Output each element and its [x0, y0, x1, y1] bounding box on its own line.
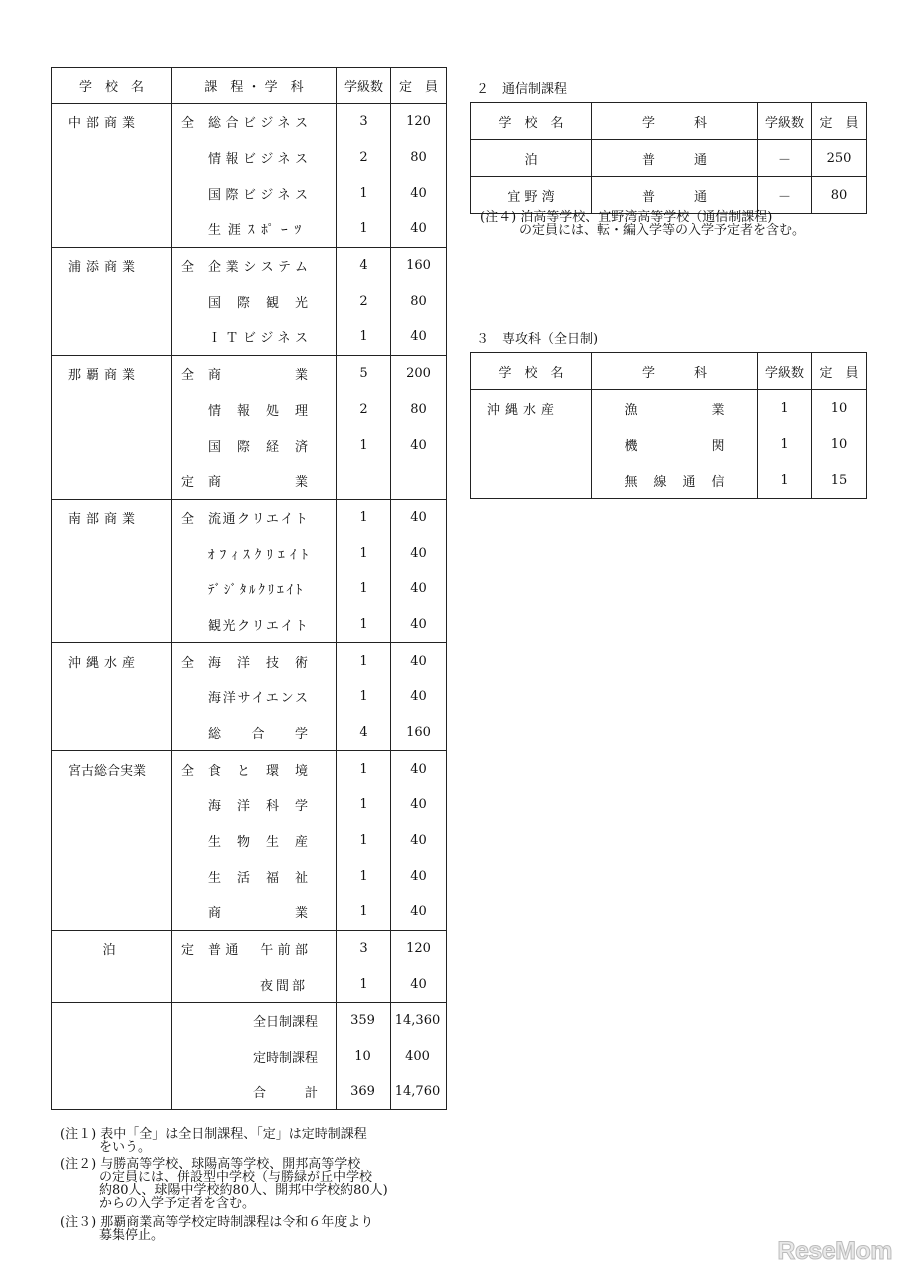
total-label: 全日制課程 [172, 1003, 337, 1039]
table-row [52, 355, 447, 391]
table-row [52, 967, 447, 1003]
program-type: 全 [181, 260, 195, 276]
course-wrap [172, 902, 336, 921]
school-name-cell [52, 858, 172, 894]
resemom-logo: ReseMom [777, 1237, 892, 1265]
table-row [52, 858, 447, 894]
class-count: 1 [337, 967, 391, 1003]
department-name: 国際経済 [208, 439, 308, 455]
course-wrap [172, 292, 336, 311]
course-wrap [172, 831, 336, 850]
school-name-cell [52, 319, 172, 355]
s3-header-dept: 学 科 [592, 353, 758, 390]
capacity: 40 [410, 833, 427, 849]
department-name: 夜間部 [259, 978, 308, 994]
class-count: 1 [337, 427, 391, 463]
course-cell [172, 463, 337, 499]
course-wrap [172, 579, 336, 598]
department-name: 食と環境 [208, 763, 308, 779]
class-count: 1 [337, 319, 391, 355]
table-row [52, 823, 447, 859]
capacity: 80 [410, 401, 427, 417]
school-name-cell: 泊 [52, 930, 172, 966]
course-wrap [172, 148, 336, 167]
course-wrap [172, 760, 336, 779]
s3-school: 沖縄水産 [471, 390, 592, 427]
main-table [51, 67, 447, 1110]
note-2: (注２) 与勝高等学校、球陽高等学校、開邦高等学校 の定員には、併設型中学校（与勝緑が丘中学校 約80人、球陽中学校約80人、開邦中学校約80人) からの入学予定者を含む。 [60, 1157, 388, 1211]
s3-dept: 漁業 [624, 402, 725, 418]
s3-header-classes: 学級数 [758, 353, 812, 390]
school-name-cell [52, 283, 172, 319]
main-table-body [52, 104, 447, 1110]
capacity: 120 [391, 930, 447, 966]
class-count: 1 [337, 823, 391, 859]
capacity: 40 [391, 751, 447, 787]
table-row [52, 535, 447, 571]
total-row [52, 1003, 447, 1039]
class-count: 2 [337, 283, 391, 319]
capacity: 40 [410, 221, 427, 237]
capacity: 80 [410, 293, 427, 309]
class-count: 1 [337, 679, 391, 715]
course-cell [172, 751, 337, 787]
table-row [52, 140, 447, 176]
school-name-cell: 宮古総合実業 [52, 751, 172, 787]
course-cell [172, 571, 337, 607]
capacity: 40 [410, 545, 427, 561]
course-cell [172, 967, 337, 1003]
total-capacity: 14,760 [394, 1084, 441, 1100]
capacity: 40 [410, 616, 427, 632]
department-name: 観光クリエイト [208, 618, 308, 634]
s2-school: 宜 野 湾 [471, 177, 592, 214]
table-row [52, 392, 447, 428]
s3-dept: 機関 [624, 438, 725, 454]
main-table-header [52, 68, 447, 104]
course-cell [172, 715, 337, 751]
course-wrap [172, 615, 336, 634]
total-classes: 369 [337, 1074, 391, 1110]
course-cell [172, 211, 337, 247]
school-name-cell [52, 140, 172, 176]
class-count: 3 [337, 930, 391, 966]
capacity: 40 [410, 976, 427, 992]
total-label: 合 計 [172, 1074, 337, 1110]
s2-dept: 普 通 [592, 140, 758, 177]
table-row [52, 787, 447, 823]
s2-capacity: 250 [812, 140, 867, 177]
school-name-cell [52, 823, 172, 859]
school-name-cell [52, 211, 172, 247]
course-wrap [172, 795, 336, 814]
program-type: 定 [181, 943, 195, 959]
s2-school: 泊 [471, 140, 592, 177]
capacity: 40 [410, 437, 427, 453]
course-wrap [172, 112, 336, 131]
department-name: 総合学 [208, 727, 308, 743]
s3-capacity: 10 [812, 390, 867, 427]
capacity: 120 [391, 104, 447, 140]
total-capacity: 400 [405, 1048, 430, 1064]
class-count: 2 [337, 392, 391, 428]
header-course: 課 程 ・ 学 科 [172, 68, 337, 104]
section3-body [471, 390, 867, 499]
class-count: 1 [337, 751, 391, 787]
department-name: 企業システム [208, 260, 308, 276]
table-row [52, 607, 447, 643]
class-count: 1 [337, 607, 391, 643]
department-name: 普通 午前部 [208, 943, 308, 959]
capacity: 40 [410, 581, 427, 597]
s3-school [471, 426, 592, 462]
school-name-cell [52, 715, 172, 751]
school-name-cell [52, 571, 172, 607]
course-cell [172, 823, 337, 859]
section2-header [471, 103, 867, 140]
total-row [52, 1074, 447, 1110]
table-row [52, 247, 447, 283]
course-cell [172, 283, 337, 319]
blank-cell [52, 1003, 172, 1039]
capacity: 160 [391, 247, 447, 283]
program-type: 定 [181, 475, 195, 491]
table-row [52, 175, 447, 211]
table-row [52, 499, 447, 535]
s2-capacity: 80 [812, 177, 867, 214]
s3-dept-cell [592, 462, 758, 499]
header-classes: 学級数 [337, 68, 391, 104]
class-count: 1 [337, 643, 391, 679]
s2-classes: － [758, 140, 812, 177]
s3-classes: 1 [758, 390, 812, 427]
school-name-cell [52, 787, 172, 823]
capacity: 200 [391, 355, 447, 391]
section2-table [470, 102, 867, 214]
note-1: (注１) 表中「全」は全日制課程、「定」は定時制課程 をいう。 [60, 1127, 367, 1155]
table-row [52, 679, 447, 715]
s3-school [471, 462, 592, 499]
program-type: 全 [181, 116, 195, 132]
capacity: 40 [410, 904, 427, 920]
s2-dept: 普 通 [592, 177, 758, 214]
table-row [52, 211, 447, 247]
school-name-cell [52, 679, 172, 715]
school-name-cell: 浦添商業 [52, 247, 172, 283]
class-count: 5 [337, 355, 391, 391]
blank-cell [52, 1074, 172, 1110]
course-cell [172, 427, 337, 463]
class-count: 1 [337, 858, 391, 894]
class-count: 1 [337, 571, 391, 607]
s3-classes: 1 [758, 462, 812, 499]
school-name-cell [52, 463, 172, 499]
department-name: 生涯ｽﾎﾟｰﾂ [208, 223, 308, 239]
s3-header-school: 学 校 名 [471, 353, 592, 390]
capacity: 40 [410, 329, 427, 345]
course-cell [172, 140, 337, 176]
program-type: 全 [181, 511, 195, 527]
header-school: 学 校 名 [52, 68, 172, 104]
table-row [52, 319, 447, 355]
course-wrap [172, 867, 336, 886]
class-count: 1 [337, 211, 391, 247]
department-name: 海洋サイエンス [208, 691, 308, 707]
section3-title: ３ 専攻科（全日制) [476, 332, 599, 347]
capacity: 40 [410, 868, 427, 884]
program-type: 全 [181, 655, 195, 671]
table-row [52, 751, 447, 787]
course-cell [172, 643, 337, 679]
class-count: 1 [337, 175, 391, 211]
s3-capacity: 10 [830, 436, 848, 452]
class-count: 4 [337, 247, 391, 283]
department-name: ﾃﾞｼﾞﾀﾙｸﾘｴｲﾄ [208, 583, 306, 599]
school-name-cell [52, 427, 172, 463]
s3-dept-cell [592, 426, 758, 462]
program-type: 全 [181, 368, 195, 384]
table-row [52, 571, 447, 607]
course-wrap [172, 544, 336, 563]
department-name: ＩＴビジネス [208, 331, 308, 347]
table-row [471, 462, 867, 499]
course-wrap [172, 975, 336, 994]
department-name: 情報ビジネス [208, 152, 308, 168]
s3-header-capacity: 定 員 [812, 353, 867, 390]
course-wrap [172, 327, 336, 346]
department-name: 国際ビジネス [208, 187, 308, 203]
section3-header [471, 353, 867, 390]
course-wrap [172, 508, 336, 527]
course-cell [172, 894, 337, 930]
s2-header-school: 学 校 名 [471, 103, 592, 140]
table-row [471, 426, 867, 462]
blank-cell [52, 1038, 172, 1074]
capacity: 40 [410, 689, 427, 705]
header-capacity: 定 員 [391, 68, 447, 104]
course-wrap [172, 256, 336, 275]
course-wrap [172, 723, 336, 742]
total-capacity: 14,360 [391, 1003, 447, 1039]
table-row [52, 427, 447, 463]
department-name: 情報処理 [208, 403, 308, 419]
s3-dept-cell [592, 390, 758, 427]
department-name: ｵﾌｨｽｸﾘｴｲﾄ [208, 547, 308, 563]
capacity: 80 [410, 150, 427, 166]
total-row [52, 1038, 447, 1074]
course-cell [172, 679, 337, 715]
school-name-cell [52, 392, 172, 428]
school-name-cell [52, 967, 172, 1003]
course-cell [172, 355, 337, 391]
section3-table [470, 352, 867, 499]
course-wrap [172, 471, 336, 490]
total-label: 定時制課程 [172, 1038, 337, 1074]
course-wrap [172, 687, 336, 706]
s2-classes: － [758, 177, 812, 214]
table-row [52, 643, 447, 679]
capacity: 40 [410, 797, 427, 813]
department-name: 生活福祉 [208, 870, 308, 886]
department-name: 生物生産 [208, 835, 308, 851]
program-type: 全 [181, 763, 195, 779]
table-row [471, 140, 867, 177]
department-name: 商業 [208, 368, 308, 384]
s3-classes: 1 [758, 426, 812, 462]
department-name: 海洋科学 [208, 799, 308, 815]
table-row [52, 894, 447, 930]
course-cell [172, 499, 337, 535]
course-wrap [172, 219, 336, 238]
class-count: 1 [337, 535, 391, 571]
class-count: 1 [337, 894, 391, 930]
course-cell [172, 930, 337, 966]
class-count: 3 [337, 104, 391, 140]
class-count: 1 [337, 499, 391, 535]
capacity [391, 463, 447, 499]
course-cell [172, 787, 337, 823]
department-name: 総合ビジネス [208, 116, 308, 132]
note-3: (注３) 那覇商業高等学校定時制課程は令和６年度より 募集停止。 [60, 1215, 374, 1243]
course-wrap [172, 652, 336, 671]
department-name: 商業 [208, 475, 308, 491]
course-wrap [172, 939, 336, 958]
class-count [337, 463, 391, 499]
department-name: 国際観光 [208, 295, 308, 311]
course-wrap [172, 364, 336, 383]
course-cell [172, 175, 337, 211]
table-row [52, 104, 447, 140]
school-name-cell [52, 175, 172, 211]
class-count: 2 [337, 140, 391, 176]
school-name-cell: 南部商業 [52, 499, 172, 535]
class-count: 1 [337, 787, 391, 823]
school-name-cell: 中部商業 [52, 104, 172, 140]
department-name: 商業 [208, 906, 308, 922]
course-cell [172, 535, 337, 571]
school-name-cell [52, 607, 172, 643]
course-wrap [172, 436, 336, 455]
total-classes: 359 [337, 1003, 391, 1039]
s2-header-capacity: 定 員 [812, 103, 867, 140]
department-name: 海洋技術 [208, 655, 308, 671]
section2-title: ２ 通信制課程 [476, 82, 568, 97]
table-row [471, 177, 867, 214]
department-name: 流通クリエイト [208, 511, 308, 527]
school-name-cell [52, 894, 172, 930]
course-cell [172, 392, 337, 428]
total-classes: 10 [337, 1038, 391, 1074]
course-wrap [172, 400, 336, 419]
capacity: 40 [391, 499, 447, 535]
school-name-cell: 那覇商業 [52, 355, 172, 391]
school-name-cell: 沖縄水産 [52, 643, 172, 679]
table-row [52, 715, 447, 751]
course-cell [172, 319, 337, 355]
s3-capacity: 15 [830, 472, 848, 488]
school-name-cell [52, 535, 172, 571]
capacity: 160 [406, 725, 431, 741]
table-row [471, 390, 867, 427]
course-cell [172, 104, 337, 140]
course-cell [172, 858, 337, 894]
capacity: 40 [410, 185, 427, 201]
table-row [52, 283, 447, 319]
table-row [52, 463, 447, 499]
course-cell [172, 247, 337, 283]
s2-header-dept: 学 科 [592, 103, 758, 140]
table-row [52, 930, 447, 966]
capacity: 40 [391, 643, 447, 679]
course-cell [172, 607, 337, 643]
s3-dept: 無線通信 [624, 474, 725, 490]
note-4: (注４) 泊高等学校、宜野湾高等学校（通信制課程) の定員には、転・編入学等の入学予定者を含む。 [480, 210, 806, 238]
class-count: 4 [337, 715, 391, 751]
course-wrap [172, 184, 336, 203]
s2-header-classes: 学級数 [758, 103, 812, 140]
